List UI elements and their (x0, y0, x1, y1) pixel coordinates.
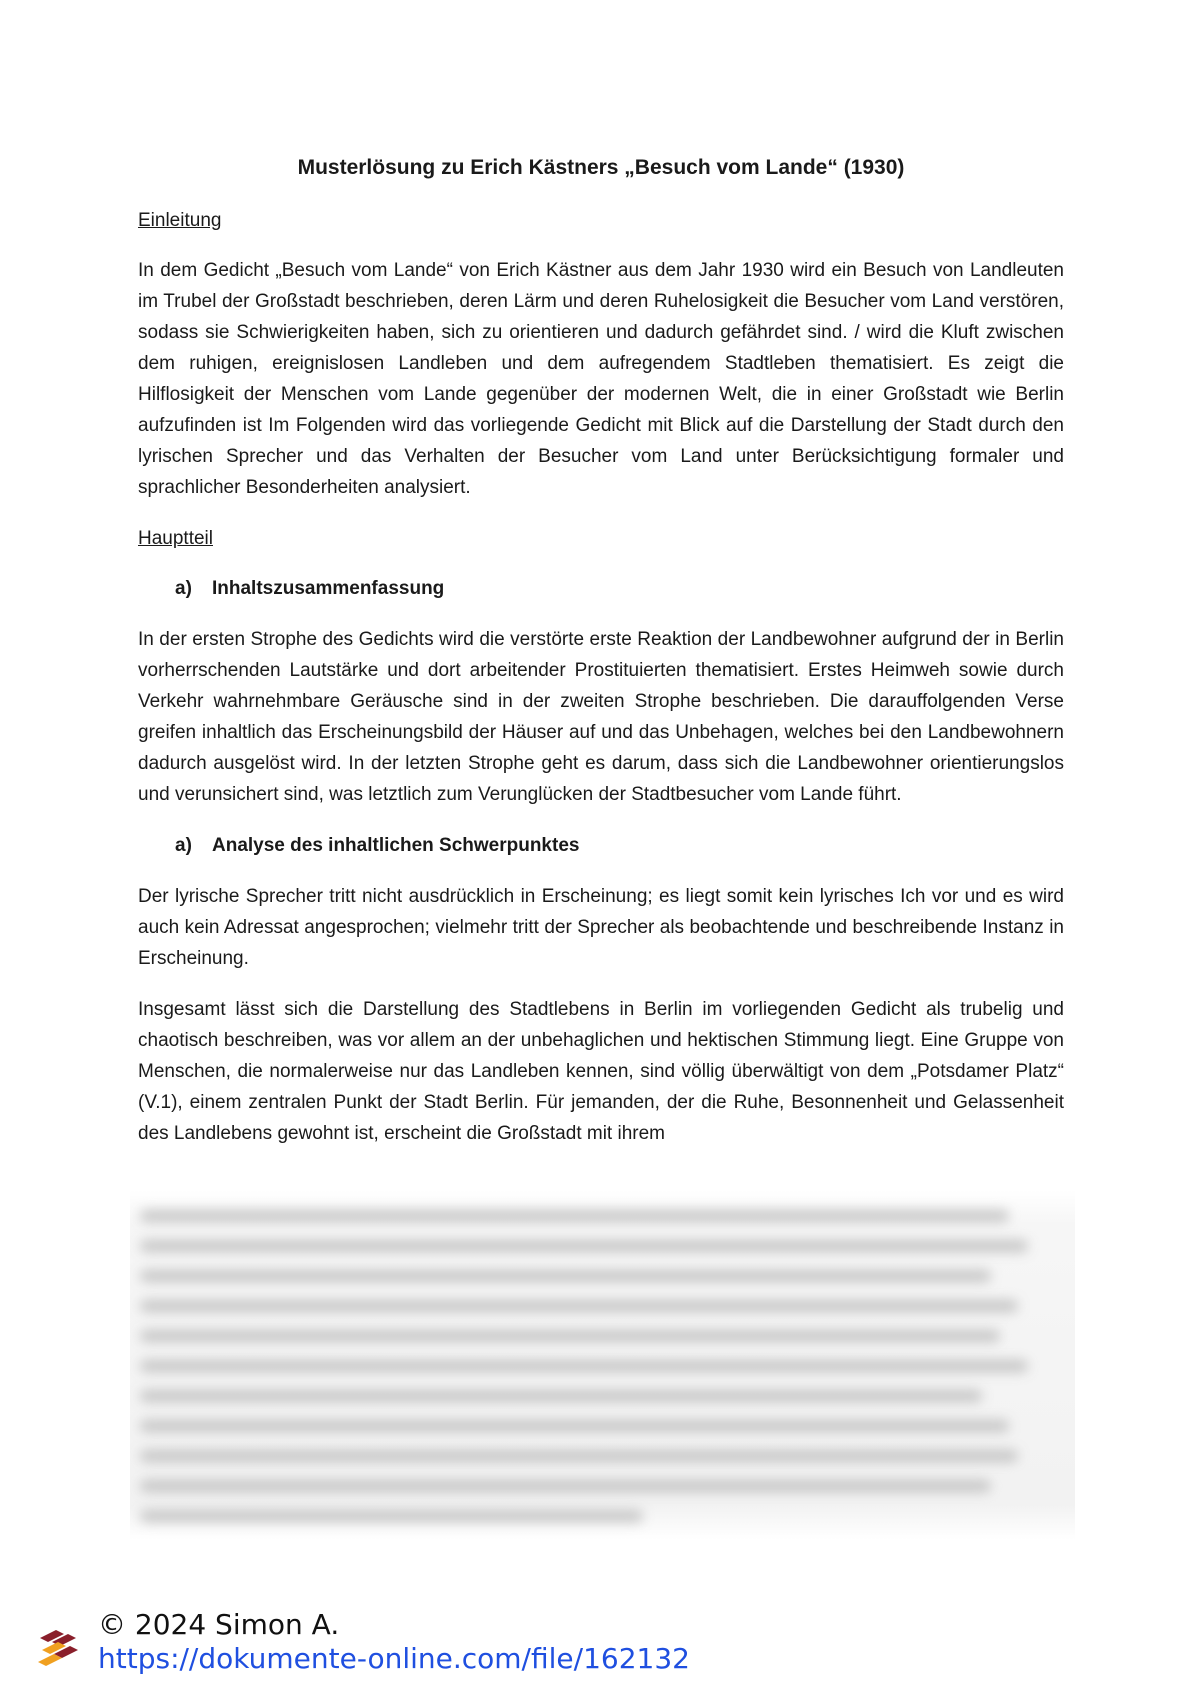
paragraph-inhaltszusammenfassung: In der ersten Strophe des Gedichts wird die verstörte erste Reaktion der Landbewohner aufgrund der in Berlin vorherrschenden Lautstärke und dort arbeitender Prostituierten thematisiert. Erstes Heimweh sowie durch Verkehr wahrnehmbare Geräusche sind in der zweiten Strophe beschrieben. Die darauffolgenden Verse greifen inhaltlich das Erscheinungsbild der Häuser auf und das Unbehagen, welches bei den Landbewohnern dadurch ausgelöst wird. In der letzten Strophe geht es darum, dass sich die Landbewohner orientierungslos und verunsichert sind, was letztlich zum Verunglücken der Stadtbesucher vom Lande führt. (138, 629, 1064, 805)
blurred-preview-text (130, 1190, 1075, 1540)
document-body (138, 150, 1064, 1169)
section-heading-einleitung: Einleitung (138, 210, 222, 231)
blurred-text-line (140, 1480, 991, 1492)
blurred-text-line (140, 1420, 1009, 1432)
footer-watermark (34, 1608, 794, 1688)
subsection-number: a) (175, 578, 192, 599)
copyright-notice: © 2024 Simon A. (98, 1608, 340, 1641)
subsection-number: a) (175, 835, 192, 856)
subsection-title: Inhaltszusammenfassung (212, 578, 445, 599)
subsection-heading-inhaltszusammenfassung (175, 573, 1064, 604)
blurred-text-line (140, 1270, 991, 1282)
source-link[interactable]: https://dokumente-online.com/file/162132 (98, 1642, 690, 1675)
blurred-text-line (140, 1510, 643, 1522)
paragraph-analyse-2: Insgesamt lässt sich die Darstellung des Stadtlebens in Berlin im vorliegenden Gedicht als trubelig und chaotisch beschreiben, was vor allem an der unbehaglichen und hektischen Stimmung liegt. Eine Gruppe von Menschen, die normalerweise nur das Landleben kennen, sind völlig überwältigt von dem „Potsdamer Platz“ (V.1), einem zentralen Punkt der Stadt Berlin. Für jemanden, der die Ruhe, Besonnenheit und Gelassenheit des Landlebens gewohnt ist, erscheint die Großstadt mit ihrem (138, 999, 1064, 1144)
blurred-text-line (140, 1450, 1018, 1462)
document-title: Musterlösung zu Erich Kästners „Besuch vom Lande“ (1930) (297, 156, 905, 179)
blurred-text-line (140, 1300, 1018, 1312)
blurred-text-line (140, 1240, 1028, 1252)
stacked-books-logo-icon (34, 1620, 86, 1672)
section-heading-hauptteil: Hauptteil (138, 528, 213, 549)
subsection-heading-analyse (175, 830, 1064, 861)
subsection-title: Analyse des inhaltlichen Schwerpunktes (212, 835, 580, 856)
blurred-text-line (140, 1210, 1009, 1222)
blurred-text-line (140, 1360, 1028, 1372)
paragraph-einleitung: In dem Gedicht „Besuch vom Lande“ von Erich Kästner aus dem Jahr 1930 wird ein Besuch von Landleuten im Trubel der Großstadt beschrieben, deren Lärm und deren Ruhelosigkeit die Besucher vom Land verstören, sodass sie Schwierigkeiten haben, sich zu orientieren und dadurch gefährdet sind. / wird die Kluft zwischen dem ruhigen, ereignislosen Landleben und dem aufregendem Stadtleben thematisiert. Es zeigt die Hilflosigkeit der Menschen vom Lande gegenüber der modernen Welt, die in einer Großstadt wie Berlin aufzufinden ist Im Folgenden wird das vorliegende Gedicht mit Blick auf die Darstellung der Stadt durch den lyrischen Sprecher und das Verhalten der Besucher vom Land unter Berücksichtigung formaler und sprachlicher Besonderheiten analysiert. (138, 260, 1064, 498)
blurred-text-line (140, 1390, 982, 1402)
blurred-text-line (140, 1330, 1000, 1342)
paragraph-analyse-1: Der lyrische Sprecher tritt nicht ausdrücklich in Erscheinung; es liegt somit kein lyrisches Ich vor und es wird auch kein Adressat angesprochen; vielmehr tritt der Sprecher als beobachtende und beschreibende Instanz in Erscheinung. (138, 886, 1064, 969)
